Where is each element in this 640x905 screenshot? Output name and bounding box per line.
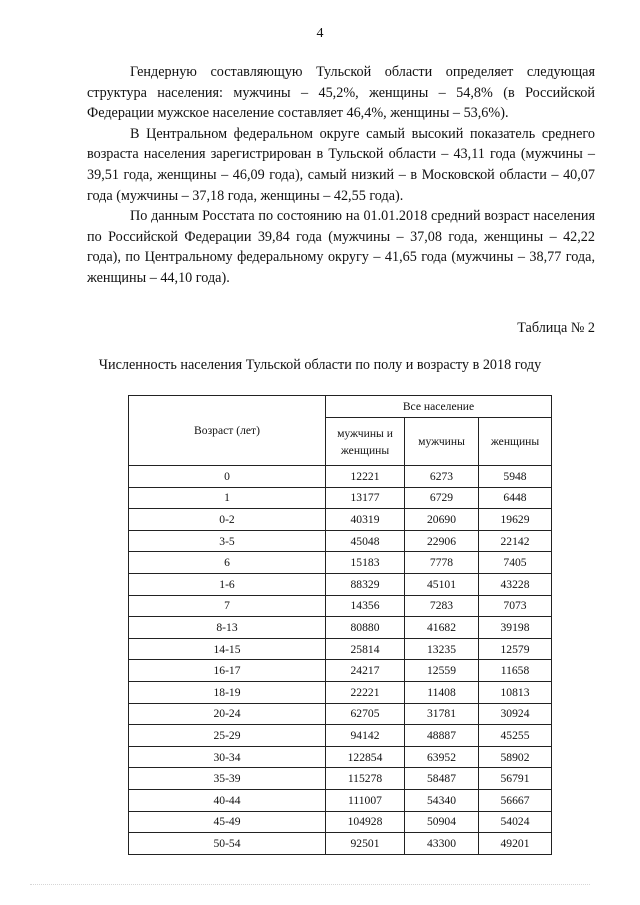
women-cell: 54024 (479, 811, 552, 833)
both-sexes-cell: 88329 (326, 573, 405, 595)
both-sexes-cell: 24217 (326, 660, 405, 682)
both-sexes-cell: 80880 (326, 617, 405, 639)
women-cell: 10813 (479, 681, 552, 703)
both-sexes-cell: 40319 (326, 509, 405, 531)
table-row (129, 509, 552, 531)
women-cell: 12579 (479, 638, 552, 660)
women-cell: 19629 (479, 509, 552, 531)
paragraph-average-age-cfd: В Центральном федеральном округе самый высокий показатель среднего возраста населения зарегистрирован в Тульской области – 43,11 года (мужчины – 39,51 года, женщины – 46,09 года), самый низкий – в Московской области – 40,07 года (мужчины – 37,18 года, женщины – 42,55 года). (87, 125, 595, 204)
both-sexes-cell: 12221 (326, 466, 405, 488)
table-row (129, 530, 552, 552)
age-cell: 0 (129, 466, 326, 488)
table-row (129, 746, 552, 768)
table-body (129, 466, 552, 855)
men-cell: 31781 (405, 703, 479, 725)
both-sexes-cell: 122854 (326, 746, 405, 768)
table-row (129, 725, 552, 747)
women-cell: 30924 (479, 703, 552, 725)
men-column-header: мужчины (405, 418, 479, 466)
age-cell: 8-13 (129, 617, 326, 639)
women-cell: 6448 (479, 487, 552, 509)
age-cell: 0-2 (129, 509, 326, 531)
paragraph-gender-structure: Гендерную составляющую Тульской области определяет следующая структура населения: мужчины – 45,2%, женщины – 54,8% (в Российской Федерации мужское население составляет 46,4%, женщины – 53,6%). (87, 64, 595, 122)
men-cell: 22906 (405, 530, 479, 552)
paragraph-rosstat-average-age: По данным Росстата по состоянию на 01.01.2018 средний возраст населения по Российской Федерации 39,84 года (мужчины – 37,08 года, женщины – 42,22 года), по Центральному федеральному округу – 41,65 года (мужчины – 38,77 года, женщины – 44,10 года). (87, 208, 595, 286)
table-row (129, 466, 552, 488)
table-row (129, 703, 552, 725)
both-sexes-cell: 45048 (326, 530, 405, 552)
age-cell: 7 (129, 595, 326, 617)
table-row (129, 768, 552, 790)
table-row (129, 681, 552, 703)
women-cell: 39198 (479, 617, 552, 639)
men-cell: 11408 (405, 681, 479, 703)
both-sexes-cell: 115278 (326, 768, 405, 790)
women-cell: 56667 (479, 789, 552, 811)
age-cell: 6 (129, 552, 326, 574)
both-sexes-column-header: мужчины и женщины (326, 418, 405, 466)
body-text (87, 62, 595, 289)
both-sexes-cell: 15183 (326, 552, 405, 574)
men-cell: 43300 (405, 833, 479, 855)
men-cell: 12559 (405, 660, 479, 682)
age-cell: 3-5 (129, 530, 326, 552)
women-cell: 5948 (479, 466, 552, 488)
men-cell: 20690 (405, 509, 479, 531)
women-cell: 56791 (479, 768, 552, 790)
men-cell: 63952 (405, 746, 479, 768)
age-cell: 1-6 (129, 573, 326, 595)
both-sexes-cell: 22221 (326, 681, 405, 703)
both-sexes-cell: 111007 (326, 789, 405, 811)
table-row (129, 638, 552, 660)
scan-artifact-line (30, 884, 590, 891)
men-cell: 6729 (405, 487, 479, 509)
both-sexes-cell: 62705 (326, 703, 405, 725)
age-cell: 20-24 (129, 703, 326, 725)
men-cell: 48887 (405, 725, 479, 747)
women-column-header: женщины (479, 418, 552, 466)
page-number: 4 (316, 26, 324, 41)
table-row (129, 573, 552, 595)
both-sexes-cell: 13177 (326, 487, 405, 509)
table-row (129, 487, 552, 509)
age-cell: 25-29 (129, 725, 326, 747)
age-cell: 35-39 (129, 768, 326, 790)
age-cell: 16-17 (129, 660, 326, 682)
table-number: Таблица № 2 (517, 320, 595, 336)
women-cell: 58902 (479, 746, 552, 768)
table-row (129, 660, 552, 682)
men-cell: 13235 (405, 638, 479, 660)
table-row (129, 552, 552, 574)
women-cell: 22142 (479, 530, 552, 552)
both-sexes-cell: 92501 (326, 833, 405, 855)
population-table (128, 395, 552, 855)
age-cell: 40-44 (129, 789, 326, 811)
women-cell: 7405 (479, 552, 552, 574)
men-cell: 41682 (405, 617, 479, 639)
men-cell: 7283 (405, 595, 479, 617)
men-cell: 50904 (405, 811, 479, 833)
age-cell: 45-49 (129, 811, 326, 833)
men-cell: 7778 (405, 552, 479, 574)
both-sexes-cell: 94142 (326, 725, 405, 747)
table-row (129, 595, 552, 617)
women-cell: 11658 (479, 660, 552, 682)
men-cell: 6273 (405, 466, 479, 488)
age-cell: 18-19 (129, 681, 326, 703)
men-cell: 45101 (405, 573, 479, 595)
men-cell: 58487 (405, 768, 479, 790)
age-cell: 50-54 (129, 833, 326, 855)
table-row (129, 833, 552, 855)
age-cell: 1 (129, 487, 326, 509)
both-sexes-cell: 14356 (326, 595, 405, 617)
table-title: Численность населения Тульской области по полу и возрасту в 2018 году (98, 357, 542, 373)
women-cell: 7073 (479, 595, 552, 617)
age-cell: 14-15 (129, 638, 326, 660)
table-row (129, 811, 552, 833)
all-population-header: Все население (326, 396, 552, 418)
table-row (129, 617, 552, 639)
both-sexes-cell: 25814 (326, 638, 405, 660)
both-sexes-cell: 104928 (326, 811, 405, 833)
women-cell: 49201 (479, 833, 552, 855)
men-cell: 54340 (405, 789, 479, 811)
age-cell: 30-34 (129, 746, 326, 768)
table-row (129, 789, 552, 811)
women-cell: 43228 (479, 573, 552, 595)
women-cell: 45255 (479, 725, 552, 747)
age-column-header: Возраст (лет) (129, 396, 326, 466)
